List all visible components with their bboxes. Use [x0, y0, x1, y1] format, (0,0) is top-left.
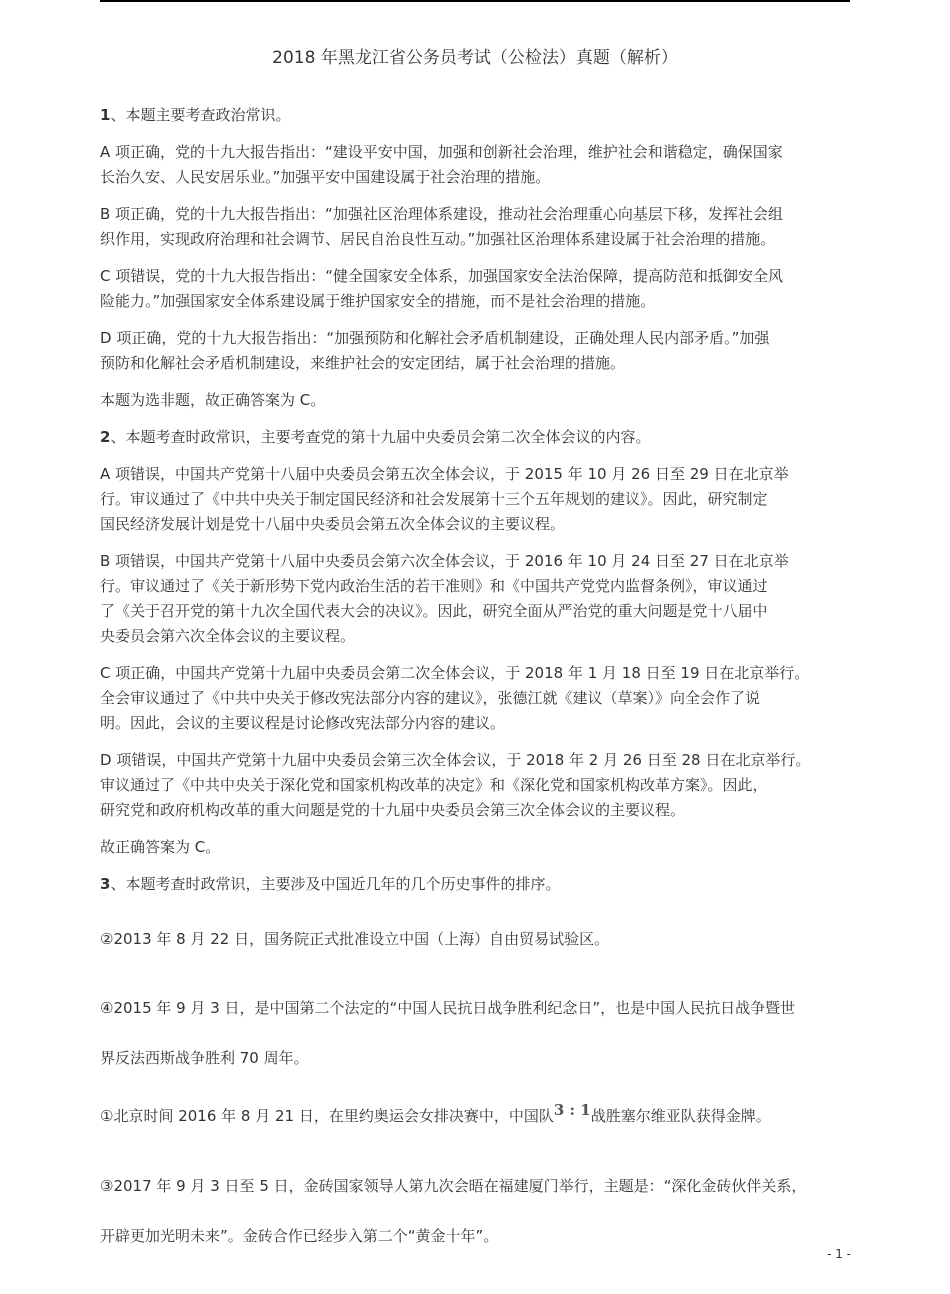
- q2-option-d: [100, 748, 852, 823]
- event-line: ③2017 年 9 月 3 日至 5 日，金砖国家领导人第九次会晤在福建厦门举行，主题是：“深化金砖伙伴关系，: [100, 1177, 807, 1195]
- top-rule: [100, 0, 850, 2]
- question-3-intro: [100, 872, 852, 897]
- event-line: ②2013 年 8 月 22 日，国务院正式批准设立中国（上海）自由贸易试验区。: [100, 930, 610, 948]
- q1-answer: 本题为选非题，故正确答案为 C。: [100, 391, 326, 409]
- q2-option-d-line: 研究党和政府机构改革的重大问题是党的十九届中央委员会第三次全体会议的主要议程。: [100, 801, 686, 819]
- q2-option-a-line: 国民经济发展计划是党十八届中央委员会第五次全体会议的主要议程。: [100, 515, 566, 533]
- q1-option-b: [100, 202, 852, 252]
- q2-option-a: [100, 462, 852, 537]
- event-2016-text-after: 战胜塞尔维亚队获得金牌。: [590, 1107, 771, 1125]
- q2-option-c-line: 明。因此，会议的主要议程是讨论修改宪法部分内容的建议。: [100, 714, 506, 732]
- q2-option-b-line: 了《关于召开党的第十九次全国代表大会的决议》。因此，研究全面从严治党的重大问题是党十八届中: [100, 602, 768, 620]
- q1-option-a-line: A 项正确，党的十九大报告指出：“建设平安中国，加强和创新社会治理，维护社会和谐稳定，确保国家: [100, 143, 783, 161]
- q1-option-c-line: 险能力。”加强国家安全体系建设属于维护国家安全的措施，而不是社会治理的措施。: [100, 292, 656, 310]
- document-body: [100, 103, 852, 1261]
- event-2016-text-before: ①北京时间 2016 年 8 月 21 日，在里约奥运会女排决赛中，中国队: [100, 1107, 554, 1125]
- event-line: ④2015 年 9 月 3 日，是中国第二个法定的“中国人民抗日战争胜利纪念日”，也是中国人民抗日战争暨世: [100, 999, 796, 1017]
- q2-option-c-line: 全会审议通过了《中共中央关于修改宪法部分内容的建议》，张德江就《建议（草案）》向全会作了说: [100, 689, 761, 707]
- event-2015: [100, 983, 852, 1083]
- question-2-intro-text: 、本题考查时政常识，主要考查党的第十九届中央委员会第二次全体会议的内容。: [110, 428, 651, 446]
- q1-option-d-line: 预防和化解社会矛盾机制建设，来维护社会的安定团结，属于社会治理的措施。: [100, 354, 626, 372]
- question-2-intro: [100, 425, 852, 450]
- q1-option-b-line: B 项正确，党的十九大报告指出：“加强社区治理体系建设，推动社会治理重心向基层下移，发挥社会组: [100, 205, 783, 223]
- q1-option-d: [100, 326, 852, 376]
- event-2013: [100, 914, 852, 964]
- q2-option-b: [100, 549, 852, 649]
- event-line: 界反法西斯战争胜利 70 周年。: [100, 1049, 309, 1067]
- q1-option-a: [100, 140, 852, 190]
- event-line: [100, 1091, 852, 1141]
- q2-option-a-line: 行。审议通过了《中共中央关于制定国民经济和社会发展第十三个五年规划的建议》。因此，研究制定: [100, 490, 768, 508]
- q2-option-b-line: 行。审议通过了《关于新形势下党内政治生活的若干准则》和《中国共产党党内监督条例》，审议通过: [100, 577, 768, 595]
- q2-option-c-line: C 项正确，中国共产党第十九届中央委员会第二次全体会议，于 2018 年 1 月 18 日至 19 日在北京举行。: [100, 664, 810, 682]
- question-1-intro: [100, 103, 852, 128]
- score-3-1: 3 : 1: [553, 1101, 591, 1119]
- q2-option-d-line: D 项错误，中国共产党第十九届中央委员会第三次全体会议，于 2018 年 2 月 26 日至 28 日在北京举行。: [100, 751, 811, 769]
- q1-option-b-line: 织作用，实现政府治理和社会调节、居民自治良性互动。”加强社区治理体系建设属于社会治理的措施。: [100, 230, 776, 248]
- q1-option-c: [100, 264, 852, 314]
- event-2016: [100, 1091, 852, 1141]
- page-title: 2018 年黑龙江省公务员考试（公检法）真题（解析）: [272, 48, 678, 68]
- page-number: - 1 -: [827, 1247, 851, 1261]
- q1-option-d-line: D 项正确，党的十九大报告指出：“加强预防和化解社会矛盾机制建设，正确处理人民内部矛盾。”加强: [100, 329, 770, 347]
- q1-option-a-line: 长治久安、人民安居乐业。”加强平安中国建设属于社会治理的措施。: [100, 168, 551, 186]
- question-3-number: 3: [100, 875, 111, 893]
- event-line: 开辟更加光明未来”。金砖合作已经步入第二个“黄金十年”。: [100, 1227, 499, 1245]
- q2-option-b-line: B 项错误，中国共产党第十八届中央委员会第六次全体会议，于 2016 年 10 月 24 日至 27 日在北京举: [100, 552, 789, 570]
- question-1-intro-text: 、本题主要考查政治常识。: [110, 106, 291, 124]
- question-1-number: 1: [100, 106, 111, 124]
- q2-option-b-line: 央委员会第六次全体会议的主要议程。: [100, 627, 356, 645]
- question-2-number: 2: [100, 428, 111, 446]
- q2-option-c: [100, 661, 852, 736]
- q1-option-c-line: C 项错误，党的十九大报告指出：“健全国家安全体系，加强国家安全法治保障，提高防范和抵御安全风: [100, 267, 784, 285]
- q2-option-a-line: A 项错误，中国共产党第十八届中央委员会第五次全体会议，于 2015 年 10 月 26 日至 29 日在北京举: [100, 465, 789, 483]
- question-3-intro-text: 、本题考查时政常识，主要涉及中国近几年的几个历史事件的排序。: [110, 875, 561, 893]
- q2-answer: 故正确答案为 C。: [100, 838, 221, 856]
- q2-option-d-line: 审议通过了《中共中央关于深化党和国家机构改革的决定》和《深化党和国家机构改革方案》。因此，: [100, 776, 768, 794]
- event-2017: [100, 1161, 852, 1261]
